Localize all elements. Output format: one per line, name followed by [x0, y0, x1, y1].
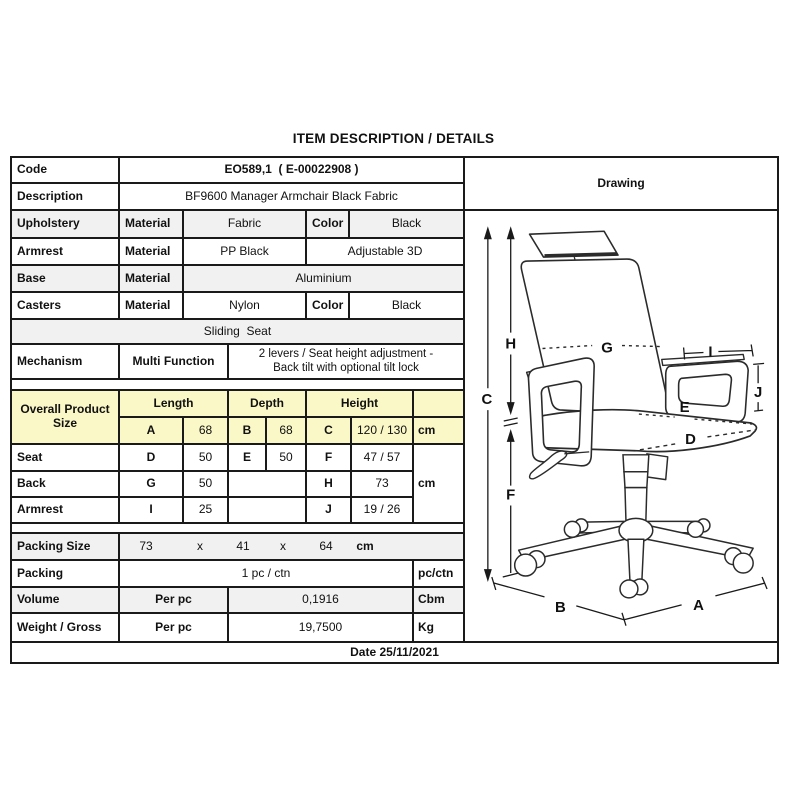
code-label: Code — [11, 157, 119, 183]
upholstery-color-value: Black — [349, 210, 464, 238]
back-key-g: G — [119, 471, 183, 497]
packing-sep2: x — [280, 538, 286, 553]
overall-size-label: Overall Product Size — [11, 390, 119, 444]
spacer-row — [11, 379, 464, 390]
volume-value: 0,1916 — [228, 587, 413, 613]
code-value: EO589,1 ( E-00022908 ) — [119, 157, 464, 183]
packing-unit: pc/ctn — [413, 560, 464, 587]
packing-label: Packing — [11, 560, 119, 587]
back-value-g: 50 — [183, 471, 228, 497]
back-key-h: H — [306, 471, 351, 497]
mechanism-type: Multi Function — [119, 344, 228, 379]
height-header: Height — [306, 390, 413, 417]
packing-value: 1 pc / ctn — [119, 560, 413, 587]
casters-color-value: Black — [349, 292, 464, 319]
weight-label: Weight / Gross — [11, 613, 119, 642]
drawing-area — [464, 210, 778, 642]
armrest-key-j: J — [306, 497, 351, 523]
packing-dim2: 41 — [236, 538, 250, 553]
page-title: ITEM DESCRIPTION / DETAILS — [292, 131, 495, 146]
armrest-empty — [228, 497, 306, 523]
armrest-value-i: 25 — [183, 497, 228, 523]
volume-per: Per pc — [119, 587, 228, 613]
mechanism-description — [228, 344, 464, 379]
overall-key-a: A — [119, 417, 183, 444]
packing-sep1: x — [197, 538, 203, 553]
length-header: Length — [119, 390, 228, 417]
unit-header-empty — [413, 390, 464, 417]
depth-header: Depth — [228, 390, 306, 417]
seat-key-e: E — [228, 444, 266, 471]
seat-key-d: D — [119, 444, 183, 471]
back-label: Back — [11, 471, 119, 497]
base-label: Base — [11, 265, 119, 292]
dim-label-g: G — [601, 340, 613, 357]
mechanism-label: Mechanism — [11, 344, 119, 379]
armrest-feature: Adjustable 3D — [306, 238, 464, 265]
weight-per: Per pc — [119, 613, 228, 642]
dim-label-e: E — [679, 400, 690, 417]
seat-key-f: F — [306, 444, 351, 471]
upholstery-material-value: Fabric — [183, 210, 306, 238]
dim-label-j: J — [753, 385, 763, 402]
seat-value-e: 50 — [266, 444, 306, 471]
volume-label: Volume — [11, 587, 119, 613]
dim-label-f: F — [506, 487, 516, 504]
chair-drawing — [465, 211, 777, 641]
spec-table — [10, 156, 779, 664]
packing-size-unit: cm — [356, 538, 374, 553]
armrest-material-value: PP Black — [183, 238, 306, 265]
seat-value-d: 50 — [183, 444, 228, 471]
mechanism-description-line1: 2 levers / Seat height adjustment - — [258, 348, 434, 361]
armrest-size-label: Armrest — [11, 497, 119, 523]
casters-color-key: Color — [306, 292, 349, 319]
casters-label: Casters — [11, 292, 119, 319]
casters-material-key: Material — [119, 292, 183, 319]
overall-unit: cm — [413, 417, 464, 444]
overall-value-c: 120 / 130 — [351, 417, 413, 444]
sliding-seat-row: Sliding Seat — [11, 319, 464, 344]
seat-label: Seat — [11, 444, 119, 471]
weight-value: 19,7500 — [228, 613, 413, 642]
back-empty — [228, 471, 306, 497]
dim-label-c: C — [481, 392, 493, 409]
dim-label-a: A — [693, 597, 704, 614]
dim-label-b: B — [555, 599, 566, 616]
spacer-row — [11, 523, 464, 533]
packing-dim1: 73 — [139, 538, 153, 553]
dim-label-d: D — [685, 431, 696, 448]
overall-key-c: C — [306, 417, 351, 444]
upholstery-color-key: Color — [306, 210, 349, 238]
armrest-material-key: Material — [119, 238, 183, 265]
weight-unit: Kg — [413, 613, 464, 642]
overall-value-a: 68 — [183, 417, 228, 444]
armrest-value-j: 19 / 26 — [351, 497, 413, 523]
upholstery-label: Upholstery — [11, 210, 119, 238]
volume-unit: Cbm — [413, 587, 464, 613]
overall-key-b: B — [228, 417, 266, 444]
dim-label-i: I — [708, 344, 713, 361]
packing-size-label: Packing Size — [11, 533, 119, 560]
packing-size-value — [119, 533, 464, 560]
armrest-key-i: I — [119, 497, 183, 523]
casters-material-value: Nylon — [183, 292, 306, 319]
dim-label-h: H — [505, 336, 517, 353]
date-row: Date 25/11/2021 — [11, 642, 778, 663]
mechanism-description-line2: Back tilt with optional tilt lock — [273, 361, 419, 374]
armrest-label: Armrest — [11, 238, 119, 265]
description-label: Description — [11, 183, 119, 210]
overall-value-b: 68 — [266, 417, 306, 444]
drawing-header: Drawing — [464, 157, 778, 210]
back-value-h: 73 — [351, 471, 413, 497]
description-value: BF9600 Manager Armchair Black Fabric — [119, 183, 464, 210]
base-material-value: Aluminium — [183, 265, 464, 292]
packing-dim3: 64 — [319, 538, 333, 553]
upholstery-material-key: Material — [119, 210, 183, 238]
seat-value-f: 47 / 57 — [351, 444, 413, 471]
base-material-key: Material — [119, 265, 183, 292]
size-unit-merged: cm — [413, 444, 464, 523]
